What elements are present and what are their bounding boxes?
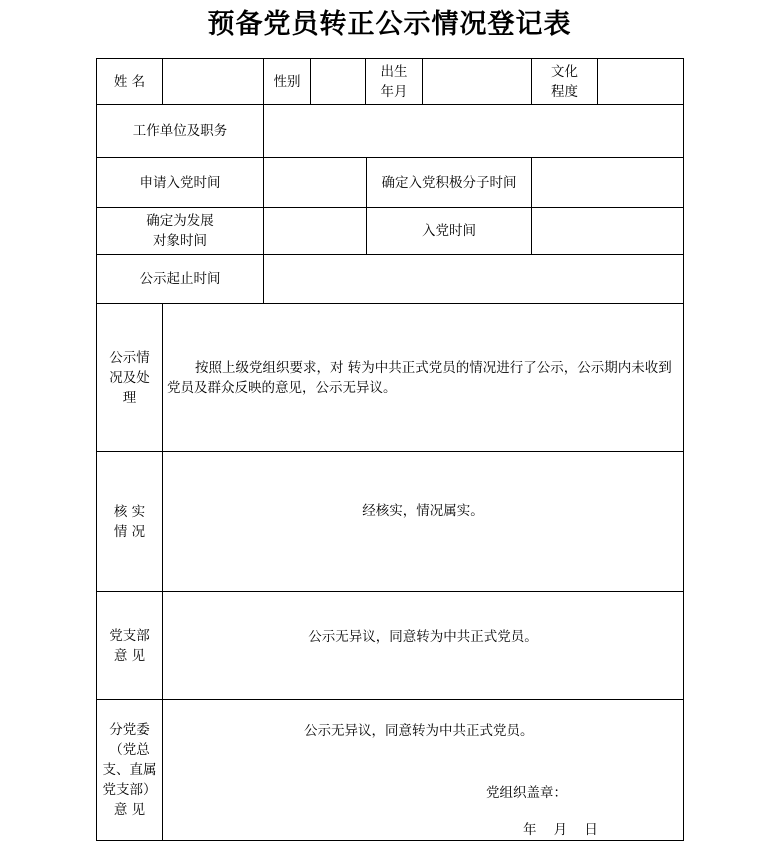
name-value[interactable] bbox=[162, 58, 264, 105]
publicity-status-content bbox=[162, 303, 684, 452]
seal-label: 党组织盖章： bbox=[486, 785, 567, 801]
publicity-text: 按照上级党组织要求，对 转为中共正式党员的情况进行了公示，公示期内未收到党员及群众反映的意见，公示无异议。 bbox=[167, 359, 672, 396]
activist-time-label: 确定入党积极分子时间 bbox=[366, 157, 532, 208]
committee-opinion-content bbox=[162, 699, 684, 841]
verification-content bbox=[162, 451, 684, 592]
verification-text: 经核实，情况属实。 bbox=[362, 502, 484, 519]
name-label: 姓 名 bbox=[96, 58, 163, 105]
birth-label: 出生 年月 bbox=[365, 58, 423, 105]
work-unit-value[interactable] bbox=[263, 104, 684, 158]
publicity-period-label: 公示起止时间 bbox=[96, 254, 264, 304]
gender-value[interactable] bbox=[310, 58, 366, 105]
branch-opinion-label: 党支部 意 见 bbox=[96, 591, 163, 700]
committee-opinion-label: 分党委 （党总 支、直属 党支部） 意 见 bbox=[96, 699, 163, 841]
work-unit-label: 工作单位及职务 bbox=[96, 104, 264, 158]
education-value[interactable] bbox=[597, 58, 684, 105]
publicity-period-value[interactable] bbox=[263, 254, 684, 304]
branch-text: 公示无异议，同意转为中共正式党员。 bbox=[308, 628, 538, 645]
apply-time-value[interactable] bbox=[263, 157, 367, 208]
education-label: 文化 程度 bbox=[531, 58, 598, 105]
committee-text: 公示无异议，同意转为中共正式党员。 bbox=[304, 723, 534, 739]
form-title: 预备党员转正公示情况登记表 bbox=[207, 9, 572, 40]
join-time-label: 入党时间 bbox=[366, 207, 532, 255]
apply-time-label: 申请入党时间 bbox=[96, 157, 264, 208]
registration-table bbox=[97, 59, 684, 841]
branch-opinion-content bbox=[162, 591, 684, 700]
gender-label: 性别 bbox=[263, 58, 311, 105]
birth-value[interactable] bbox=[422, 58, 532, 105]
activist-time-value[interactable] bbox=[531, 157, 684, 208]
date-line: 年 月 日 bbox=[523, 822, 598, 838]
verification-label: 核 实 情 况 bbox=[96, 451, 163, 592]
dev-object-time-label: 确定为发展 对象时间 bbox=[96, 207, 264, 255]
publicity-status-label: 公示情 况及处 理 bbox=[96, 303, 163, 452]
join-time-value[interactable] bbox=[531, 207, 684, 255]
dev-object-time-value[interactable] bbox=[263, 207, 367, 255]
